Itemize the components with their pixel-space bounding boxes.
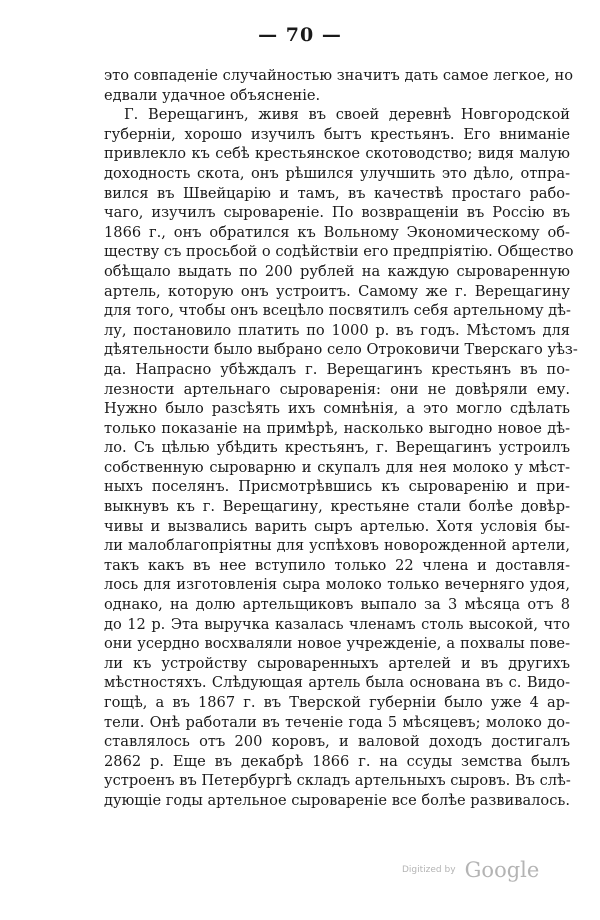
paragraph — [104, 66, 574, 105]
text-line: 2862 р. Еще въ декабрѣ 1866 г. на ссуды земства былъ — [104, 752, 570, 770]
text-line: привлекло къ себѣ крестьянское скотоводство; видя малую — [104, 145, 570, 163]
text-line: Нужно было разсѣять ихъ сомнѣнія, а это могло сдѣлать — [104, 400, 570, 418]
text-line: ли малоблагопріятны для успѣховъ новорожденной артели, — [104, 537, 570, 555]
text-line: чаго, изучилъ сыровареніе. По возвращеніи въ Россію въ — [104, 204, 570, 222]
text-line: ществу съ просьбой о содѣйствіи его предпріятію. Общество — [104, 243, 574, 261]
text-line: собственную сыроварню и скупалъ для нея молоко у мѣст- — [104, 458, 570, 476]
watermark-caption: Digitized by — [402, 865, 456, 875]
text-line: едвали удачное объясненіе. — [104, 86, 321, 104]
text-line: гощѣ, а въ 1867 г. въ Тверской губерніи было уже 4 ар- — [104, 694, 570, 711]
text-line: для того, чтобы онъ всецѣло посвятилъ себя артельному дѣ- — [104, 302, 571, 320]
text-line: дующіе годы артельное сыровареніе все болѣе развивалось. — [104, 791, 570, 809]
text-line: артель, которую онъ устроитъ. Самому же г. Верещагину — [104, 282, 570, 300]
text-line: однако, на долю артельщиковъ выпало за 3 мѣсяца отъ 8 — [104, 596, 570, 614]
text-line: ныхъ поселянъ. Присмотрѣвшись къ сыроваренію и при- — [104, 478, 570, 496]
text-line: обѣщало выдать по 200 рублей на каждую сыроваренную — [104, 262, 570, 280]
text-line: 1866 г., онъ обратился къ Вольному Экономическому об- — [104, 223, 570, 241]
text-line: ставлялось отъ 200 коровъ, и валовой доходъ достигалъ — [104, 733, 570, 751]
text-line: до 12 р. Эта выручка казалась членамъ столь высокой, что — [104, 615, 570, 633]
google-logo: Google — [464, 858, 540, 882]
text-line: дѣятельности было выбрано село Отроковичи Тверскаго уѣз- — [104, 341, 578, 359]
text-line: тели. Онѣ работали въ теченіе года 5 мѣсяцевъ; молоко до- — [104, 713, 570, 731]
paragraph — [104, 105, 578, 810]
text-line: ло. Съ цѣлью убѣдить крестьянъ, г. Верещагинъ устроилъ — [104, 439, 570, 457]
text-line: губерніи, хорошо изучилъ бытъ крестьянъ. Его вниманіе — [104, 125, 570, 143]
text-line: лезности артельнаго сыроваренія: они не довѣряли ему. — [104, 380, 570, 398]
text-line: только показаніе на примѣрѣ, насколько выгодно новое дѣ- — [104, 419, 570, 437]
text-line: выкнувъ къ г. Верещагину, крестьяне стали болѣе довѣр- — [104, 498, 570, 516]
text-line: вился въ Швейцарію и тамъ, въ качествѣ простаго рабо- — [104, 184, 570, 202]
page-number: — 70 — — [258, 24, 342, 46]
text-line: доходность скота, онъ рѣшился улучшить это дѣло, отпра- — [104, 164, 570, 182]
text-line: да. Напрасно убѣждалъ г. Верещагинъ крестьянъ въ по- — [104, 360, 570, 378]
text-line: лось для изготовленія сыра молоко только вечерняго удоя, — [104, 576, 570, 594]
digitized-watermark — [402, 858, 539, 882]
text-line: устроенъ въ Петербургѣ складъ артельныхъ сыровъ. Въ слѣ- — [104, 772, 571, 790]
text-line: Г. Верещагинъ, живя въ своей деревнѣ Новгородской — [124, 106, 570, 124]
text-line: это совпаденіе случайностью значитъ дать самое легкое, но — [104, 67, 574, 84]
text-line: чивы и вызвались варить сыръ артелью. Хотя условія бы- — [104, 517, 570, 535]
body-text — [104, 66, 578, 811]
text-line: ли къ устройству сыроваренныхъ артелей и въ другихъ — [104, 654, 570, 672]
text-line: лу, постановило платить по 1000 р. въ годъ. Мѣстомъ для — [104, 321, 570, 339]
text-line: они усердно восхваляли новое учрежденіе, а похвалы пове- — [104, 635, 570, 653]
text-line: мѣстностяхъ. Слѣдующая артель была основана въ с. Видо- — [104, 674, 570, 692]
text-line: такъ какъ въ нее вступило только 22 члена и доставля- — [104, 556, 570, 574]
